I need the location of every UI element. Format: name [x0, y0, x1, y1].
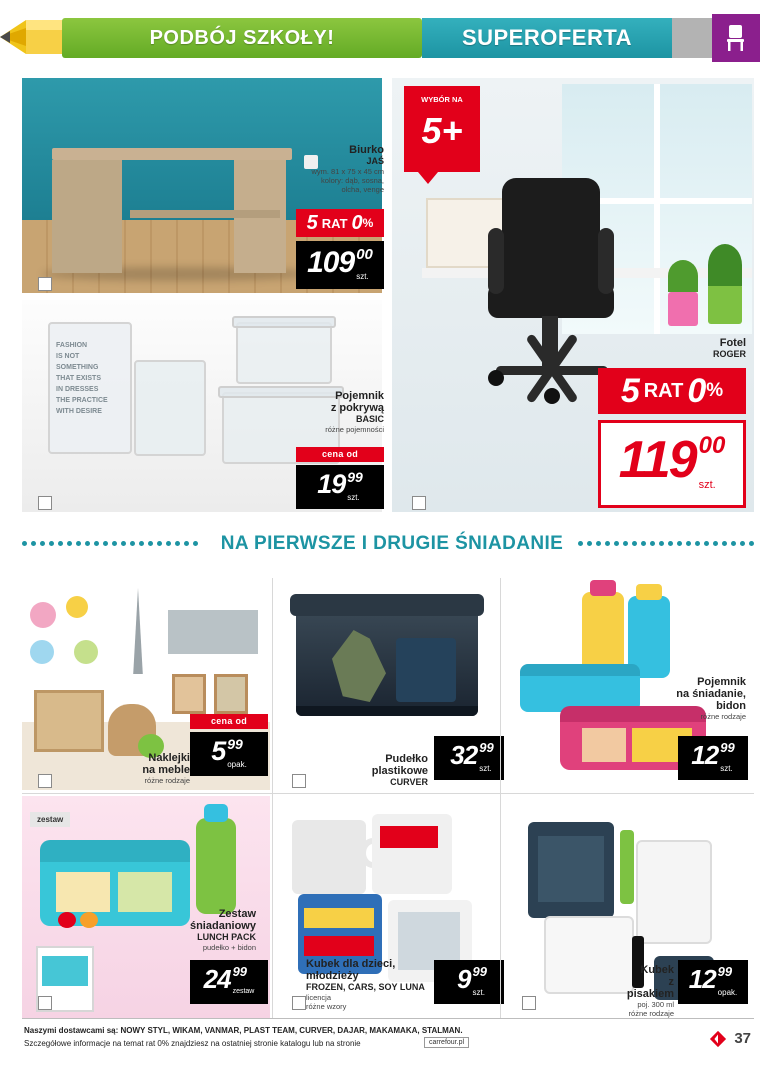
price-cents-kubek: 99	[472, 964, 487, 979]
installments-word-biurko: RAT	[321, 215, 348, 231]
carrefour-logo-icon	[709, 1030, 727, 1048]
product-image-pojemnik: FASHION IS NOT SOMETHING THAT EXISTS IN DRESSES THE PRACTICE WITH DESIRE	[22, 300, 382, 512]
product-brand-pojemnik: BASIC	[355, 414, 384, 424]
category-spacer	[672, 18, 712, 58]
price-cents-fotel: 00	[698, 432, 726, 459]
divider-col2	[500, 578, 501, 1018]
promo-banner-superoffer	[422, 18, 672, 58]
price-cents-kubek-pisak: 99	[717, 964, 733, 979]
price-int-bidon: 12	[691, 740, 719, 770]
price-tag-zestaw	[190, 960, 268, 1004]
category-icon-box	[712, 14, 760, 62]
checkbox-fotel[interactable]	[412, 496, 426, 510]
price-tag-bidon	[678, 736, 748, 780]
ribbon-cena-od-naklejki: cena od	[190, 714, 268, 729]
price-unit-bidon: szt.	[720, 764, 733, 773]
checkbox-pudelko[interactable]	[292, 774, 306, 788]
product-desc-kubek-pisak-2: różne rodzaje	[628, 1009, 674, 1018]
badge-zestaw: zestaw	[30, 812, 70, 827]
product-name-kubek-1: Kubek dla dzieci,	[306, 958, 396, 970]
product-name-bidon-2: na śniadanie,	[676, 688, 746, 700]
product-desc-biurko-1: wym. 81 x 75 x 45 cm	[311, 167, 384, 176]
label-kubek	[306, 958, 434, 1011]
label-fotel	[650, 337, 746, 360]
installments-count-fotel: 5	[620, 371, 640, 410]
price-unit-kubek-pisak: opak.	[717, 988, 738, 997]
price-tag-kubek-pisak	[678, 960, 748, 1004]
product-desc-pojemnik: różne pojemności	[325, 425, 384, 434]
product-desc-zestaw: pudełko + bidon	[202, 943, 256, 952]
installments-sign-biurko: %	[362, 216, 374, 230]
installments-count-biurko: 5	[306, 211, 318, 234]
chair-icon	[723, 23, 749, 53]
badge-line2: 5+	[421, 110, 463, 151]
promo-banner-school-label: PODBÓJ SZKOŁY!	[149, 26, 335, 49]
price-int-pojemnik: 19	[317, 469, 346, 499]
price-tag-pudelko	[434, 736, 510, 780]
product-brand-pudelko: CURVER	[390, 777, 428, 787]
product-brand-zestaw: LUNCH PACK	[197, 932, 256, 942]
badge-wybor-na-5plus	[404, 86, 480, 172]
product-desc-biurko-2: kolory: dąb, sosna,	[321, 176, 384, 185]
badge-line1: WYBÓR NA	[421, 95, 463, 104]
product-name-biurko: Biurko	[349, 144, 384, 156]
installments-biurko	[296, 209, 384, 237]
price-int-naklejki: 5	[211, 736, 226, 766]
product-name-kubek-2: młodzieży	[306, 970, 359, 982]
checkbox-zestaw[interactable]	[38, 996, 52, 1010]
label-pudelko	[344, 753, 428, 788]
price-unit-naklejki: opak.	[227, 760, 247, 769]
label-zestaw	[178, 908, 256, 952]
price-int-biurko: 109	[307, 246, 355, 279]
installments-percent-fotel: 0	[687, 371, 707, 410]
price-int-kubek-pisak: 12	[688, 964, 716, 994]
installments-word-fotel: RAT	[643, 379, 684, 402]
product-name-zestaw-2: śniadaniowy	[189, 920, 256, 932]
product-brand-kubek: FROZEN, CARS, SOY LUNA	[306, 982, 425, 992]
price-tag-kubek	[434, 960, 510, 1004]
price-cents-biurko: 00	[356, 246, 373, 263]
page-header	[0, 0, 775, 72]
label-pojemnik	[296, 390, 384, 434]
product-name-fotel: Fotel	[719, 337, 746, 349]
installments-sign-fotel: %	[706, 380, 724, 401]
price-cents-pudelko: 99	[479, 740, 494, 755]
product-name-naklejki-1: Naklejki	[148, 752, 190, 764]
page-number: 37	[734, 1030, 751, 1047]
product-desc-bidon: różne rodzaje	[700, 712, 746, 721]
divider-col1	[272, 578, 273, 1018]
price-cents-zestaw: 99	[232, 964, 248, 979]
product-name-pojemnik-2: z pokrywą	[330, 402, 384, 414]
price-unit-kubek: szt.	[472, 988, 485, 997]
price-int-kubek: 9	[457, 964, 471, 994]
product-brand-fotel: ROGER	[712, 349, 746, 359]
product-name-naklejki-2: na meble	[142, 764, 190, 776]
product-name-bidon-3: bidon	[716, 700, 746, 712]
product-desc-kubek-1: licencja	[306, 993, 332, 1002]
price-unit-fotel: szt.	[698, 479, 716, 491]
product-desc-kubek-2: różne wzory	[306, 1002, 347, 1011]
price-unit-biurko: szt.	[356, 272, 369, 281]
footer-website[interactable]: carrefour.pl	[424, 1037, 469, 1048]
checkbox-kubek-pisak[interactable]	[522, 996, 536, 1010]
product-brand-biurko: JAŚ	[366, 156, 384, 166]
price-unit-zestaw: zestaw	[232, 988, 255, 995]
price-cents-bidon: 99	[720, 740, 735, 755]
product-name-pojemnik-1: Pojemnik	[335, 390, 384, 402]
price-int-zestaw: 24	[203, 964, 231, 994]
checkbox-pojemnik[interactable]	[38, 496, 52, 510]
price-cents-pojemnik: 99	[347, 469, 363, 485]
checkbox-kubek[interactable]	[292, 996, 306, 1010]
price-tag-fotel	[598, 420, 746, 508]
product-name-kubek-pisak-1: Kubek	[640, 964, 674, 976]
product-name-kubek-pisak-2: z pisakiem	[626, 976, 674, 1000]
ribbon-cena-od-pojemnik: cena od	[296, 447, 384, 462]
section-band-title: NA PIERWSZE I DRUGIE ŚNIADANIE	[220, 533, 564, 554]
price-tag-biurko	[296, 241, 384, 289]
price-cents-naklejki: 99	[227, 736, 243, 752]
product-desc-naklejki: różne rodzaje	[144, 776, 190, 785]
price-int-pudelko: 32	[450, 740, 478, 770]
footer-info: Szczegółowe informacje na temat rat 0% znajdziesz na ostatniej stronie katalogu lub na stronie	[24, 1039, 361, 1048]
label-biurko	[300, 144, 384, 194]
price-unit-pojemnik: szt.	[347, 493, 360, 502]
installments-percent-biurko: 0	[351, 211, 363, 234]
checkbox-biurko[interactable]	[38, 277, 52, 291]
product-desc-biurko-3: olcha, venge	[341, 185, 384, 194]
price-int-fotel: 119	[618, 431, 696, 489]
product-name-zestaw-1: Zestaw	[218, 908, 256, 920]
promo-banner-school	[62, 18, 422, 58]
product-name-pudelko-2: plastikowe	[371, 765, 428, 777]
promo-banner-superoffer-label: SUPEROFERTA	[461, 25, 633, 50]
section-band-breakfast	[22, 527, 754, 567]
footer-suppliers: Naszymi dostawcami są: NOWY STYL, WIKAM, VANMAR, PLAST TEAM, CURVER, DAJAR, MAKAMAKA, STALMAN.	[24, 1026, 463, 1035]
price-tag-pojemnik	[296, 465, 384, 509]
page-footer	[0, 1018, 775, 1077]
price-tag-naklejki	[190, 732, 268, 776]
label-kubek-pisak	[620, 964, 674, 1018]
price-unit-pudelko: szt.	[479, 764, 492, 773]
checkbox-naklejki[interactable]	[38, 774, 52, 788]
product-name-pudelko-1: Pudełko	[385, 753, 428, 765]
label-naklejki	[118, 752, 190, 785]
installments-fotel	[598, 368, 746, 414]
product-name-bidon-1: Pojemnik	[697, 676, 746, 688]
product-desc-kubek-pisak-1: poj. 300 ml	[637, 1000, 674, 1009]
divider-row3-row4	[22, 793, 754, 794]
label-bidon	[636, 676, 746, 721]
